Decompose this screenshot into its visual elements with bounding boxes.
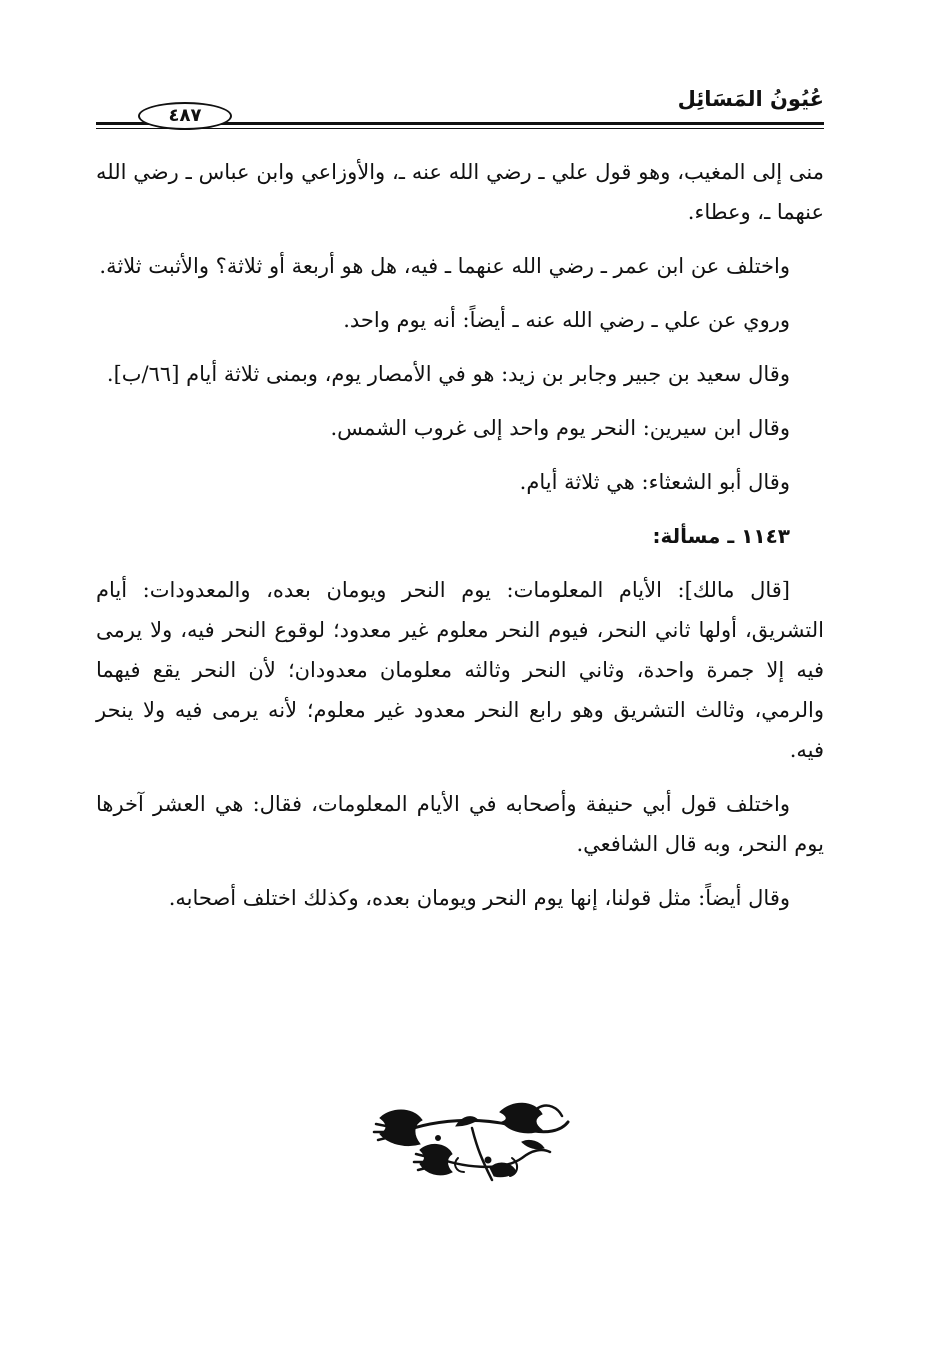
- issue-heading: ١١٤٣ ـ مسألة:: [652, 524, 790, 548]
- page-header: [96, 82, 824, 142]
- paragraph: وروي عن علي ـ رضي الله عنه ـ أيضاً: أنه يوم واحد.: [343, 308, 790, 332]
- page-number: ٤٨٧: [168, 105, 202, 126]
- page-body: [96, 152, 824, 932]
- paragraph: وقال أيضاً: مثل قولنا، إنها يوم النحر ويومان بعده، وكذلك اختلف أصحابه.: [168, 886, 790, 910]
- paragraph: وقال أبو الشعثاء: هي ثلاثة أيام.: [519, 470, 790, 494]
- paragraph: وقال ابن سيرين: النحر يوم واحد إلى غروب الشمس.: [330, 416, 790, 440]
- paragraph: وقال سعيد بن جبير وجابر بن زيد: هو في الأمصار يوم، وبمنى ثلاثة أيام [٦٦/ب].: [106, 362, 790, 386]
- page-number-badge: [138, 102, 232, 130]
- paragraph: واختلف قول أبي حنيفة وأصحابه في الأيام المعلومات، فقال: هي العشر آخرها يوم النحر، وبه قال الشافعي.: [96, 792, 824, 856]
- paragraph: [قال مالك]: الأيام المعلومات: يوم النحر ويومان بعده، والمعدودات: أيام التشريق، أولها ثاني النحر، فيوم النحر معلوم غير معدود؛ لوقوع النحر فيه، ولا يرمى فيه إلا جمرة واحدة، وثاني النحر وثالثه معلومان معدودان؛ لأن النحر يقع فيهما والرمي، وثالث التشريق وهو رابع النحر معدود غير معلوم؛ لأنه يرمى فيه ولا ينحر فيه.: [96, 578, 824, 762]
- paragraph: منى إلى المغيب، وهو قول علي ـ رضي الله عنه ـ، والأوزاعي وابن عباس ـ رضي الله عنهما ـ، وعطاء.: [96, 160, 824, 224]
- book-title: عُيُونُ المَسَائِل: [677, 87, 824, 111]
- paragraph: واختلف عن ابن عمر ـ رضي الله عنهما ـ فيه، هل هو أربعة أو ثلاثة؟ والأثبت ثلاثة.: [99, 254, 790, 278]
- floral-ornament-icon: [372, 1098, 572, 1190]
